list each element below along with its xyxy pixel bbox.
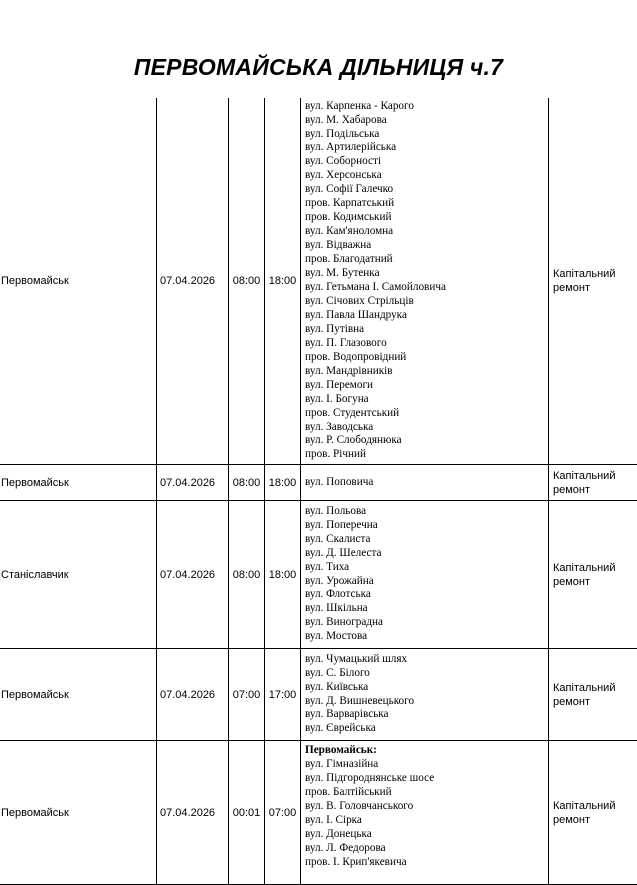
street-item: вул. Херсонська (305, 169, 546, 183)
start-time-cell: 08:00 (229, 465, 265, 501)
street-item: вул. Скалиста (305, 533, 546, 547)
start-time-cell: 08:00 (229, 98, 265, 465)
street-item: вул. Гімназійна (305, 758, 546, 772)
street-item: вул. Єврейська (305, 722, 546, 736)
street-item: вул. В. Головчанського (305, 800, 546, 814)
street-item: вул. Шкільна (305, 602, 546, 616)
location-cell: Первомайськ (0, 741, 157, 885)
street-item: вул. Павла Шандрука (305, 309, 546, 323)
date-cell: 07.04.2026 (157, 98, 229, 465)
table-row (0, 501, 637, 649)
street-item: вул. Мандрівників (305, 365, 546, 379)
street-item: вул. Січових Стрільців (305, 295, 546, 309)
street-item: вул. Л. Федорова (305, 842, 546, 856)
street-item: пров. Річний (305, 448, 546, 462)
end-time-cell: 18:00 (265, 501, 301, 649)
street-item: вул. Поповича (305, 476, 546, 490)
street-item: вул. Путівна (305, 323, 546, 337)
street-item: вул. П. Глазового (305, 337, 546, 351)
page-title: ПЕРВОМАЙСЬКА ДІЛЬНИЦЯ ч.7 (0, 54, 637, 81)
date-cell: 07.04.2026 (157, 501, 229, 649)
streets-cell (301, 98, 549, 465)
street-item: вул. Гетьмана І. Самойловича (305, 281, 546, 295)
location-cell: Станіславчик (0, 501, 157, 649)
outage-schedule-table (0, 98, 637, 885)
street-item: вул. Урожайна (305, 575, 546, 589)
street-item: вул. Заводська (305, 421, 546, 435)
street-item: вул. М. Бутенка (305, 267, 546, 281)
street-item: вул. Тиха (305, 561, 546, 575)
end-time-cell: 07:00 (265, 741, 301, 885)
street-item: вул. І. Сірка (305, 814, 546, 828)
work-type-cell: Капітальний ремонт (549, 741, 637, 885)
street-item: вул. Д. Вишневецького (305, 695, 546, 709)
street-item: вул. Подільська (305, 128, 546, 142)
street-item: пров. Водопровідний (305, 351, 546, 365)
street-item: вул. Кам'яноломна (305, 225, 546, 239)
street-item: вул. Донецька (305, 828, 546, 842)
work-type-cell: Капітальний ремонт (549, 501, 637, 649)
street-item: вул. Перемоги (305, 379, 546, 393)
street-item: вул. Мостова (305, 630, 546, 644)
street-item: вул. Софії Галечко (305, 183, 546, 197)
street-item: вул. Чумацький шлях (305, 653, 546, 667)
streets-cell (301, 465, 549, 501)
streets-cell (301, 501, 549, 649)
end-time-cell: 18:00 (265, 98, 301, 465)
location-cell: Первомайськ (0, 98, 157, 465)
street-item: вул. Польова (305, 505, 546, 519)
table-row (0, 465, 637, 501)
street-item: вул. Артилерійська (305, 141, 546, 155)
streets-cell (301, 649, 549, 741)
street-item: вул. Р. Слободянюка (305, 434, 546, 448)
work-type-cell: Капітальний ремонт (549, 465, 637, 501)
work-type-cell: Капітальний ремонт (549, 98, 637, 465)
street-item: вул. М. Хабарова (305, 114, 546, 128)
end-time-cell: 17:00 (265, 649, 301, 741)
location-cell: Первомайськ (0, 465, 157, 501)
date-cell: 07.04.2026 (157, 465, 229, 501)
start-time-cell: 07:00 (229, 649, 265, 741)
table-row (0, 98, 637, 465)
street-item: пров. Студентський (305, 407, 546, 421)
table-row (0, 649, 637, 741)
street-item: пров. Балтійський (305, 786, 546, 800)
street-item: вул. Карпенка - Карого (305, 100, 546, 114)
streets-heading: Первомайськ: (305, 744, 546, 758)
street-item: вул. Соборності (305, 155, 546, 169)
start-time-cell: 00:01 (229, 741, 265, 885)
street-item: пров. І. Крип'якевича (305, 856, 546, 870)
street-item: вул. Поперечна (305, 519, 546, 533)
street-item: вул. Київська (305, 681, 546, 695)
street-item: пров. Карпатський (305, 197, 546, 211)
start-time-cell: 08:00 (229, 501, 265, 649)
date-cell: 07.04.2026 (157, 741, 229, 885)
work-type-cell: Капітальний ремонт (549, 649, 637, 741)
street-item: вул. Д. Шелеста (305, 547, 546, 561)
street-item: пров. Кодимський (305, 211, 546, 225)
streets-cell (301, 741, 549, 885)
location-cell: Первомайськ (0, 649, 157, 741)
date-cell: 07.04.2026 (157, 649, 229, 741)
street-item: вул. Виноградна (305, 616, 546, 630)
street-item: вул. С. Білого (305, 667, 546, 681)
street-item: пров. Благодатний (305, 253, 546, 267)
end-time-cell: 18:00 (265, 465, 301, 501)
street-item: вул. Флотська (305, 588, 546, 602)
street-item: вул. Варварівська (305, 708, 546, 722)
street-item: вул. Підгороднянське шосе (305, 772, 546, 786)
street-item: вул. Відважна (305, 239, 546, 253)
table-row (0, 741, 637, 885)
street-item: вул. І. Богуна (305, 393, 546, 407)
